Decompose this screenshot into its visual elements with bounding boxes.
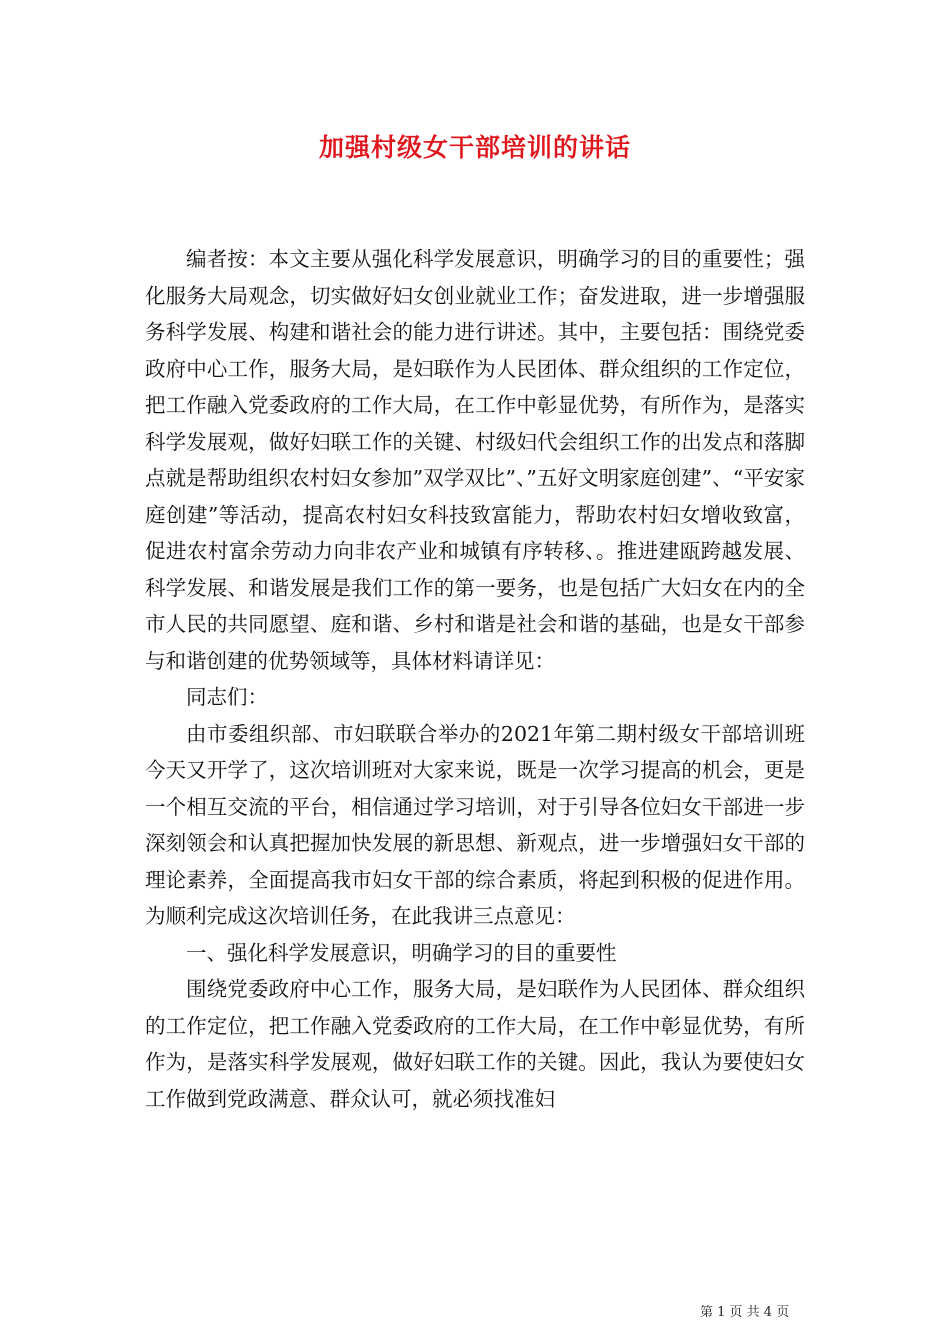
- section-paragraph: 围绕党委政府中心工作，服务大局，是妇联作为人民团体、群众组织的工作定位，把工作融入党委政府的工作大局，在工作中彰显优势，有所作为，是落实科学发展观，做好妇联工作的关键。因此，我认为要使妇女工作做到党政满意、群众认可，就必须找准妇: [145, 977, 805, 1111]
- page-number: 第 1 页 共 4 页: [700, 1305, 790, 1320]
- document-body: [145, 241, 805, 1117]
- opening-paragraph: 由市委组织部、市妇联联合举办的2021年第二期村级女干部培训班今天又开学了，这次培训班对大家来说，既是一次学习提高的机会，更是一个相互交流的平台，相信通过学习培训，对于引导各位妇女干部进一步深刻领会和认真把握加快发展的新思想、新观点，进一步增强妇女干部的理论素养，全面提高我市妇女干部的综合素质，将起到积极的促进作用。为顺利完成这次培训任务，在此我讲三点意见：: [145, 721, 805, 928]
- editor-note-paragraph: 编者按：本文主要从强化科学发展意识，明确学习的目的重要性；强化服务大局观念，切实做好妇女创业就业工作；奋发进取，进一步增强服务科学发展、构建和谐社会的能力进行讲述。其中，主要包括：围绕党委政府中心工作，服务大局，是妇联作为人民团体、群众组织的工作定位，把工作融入党委政府的工作大局，在工作中彰显优势，有所作为，是落实科学发展观，做好妇联工作的关键、村级妇代会组织工作的出发点和落脚点就是帮助组织农村妇女参加”双学双比”、”五好文明家庭创建”、“平安家庭创建”等活动，提高农村妇女科技致富能力，帮助农村妇女增收致富，促进农村富余劳动力向非农产业和城镇有序转移、。推进建瓯跨越发展、科学发展、和谐发展是我们工作的第一要务，也是包括广大妇女在内的全市人民的共同愿望、庭和谐、乡村和谐是社会和谐的基础，也是女干部参与和谐创建的优势领域等，具体材料请详见：: [145, 247, 805, 673]
- document-title: 加强村级女干部培训的讲话: [318, 133, 631, 162]
- salutation-paragraph: 同志们：: [186, 685, 268, 709]
- section-heading: 一、强化科学发展意识，明确学习的目的重要性: [186, 940, 617, 965]
